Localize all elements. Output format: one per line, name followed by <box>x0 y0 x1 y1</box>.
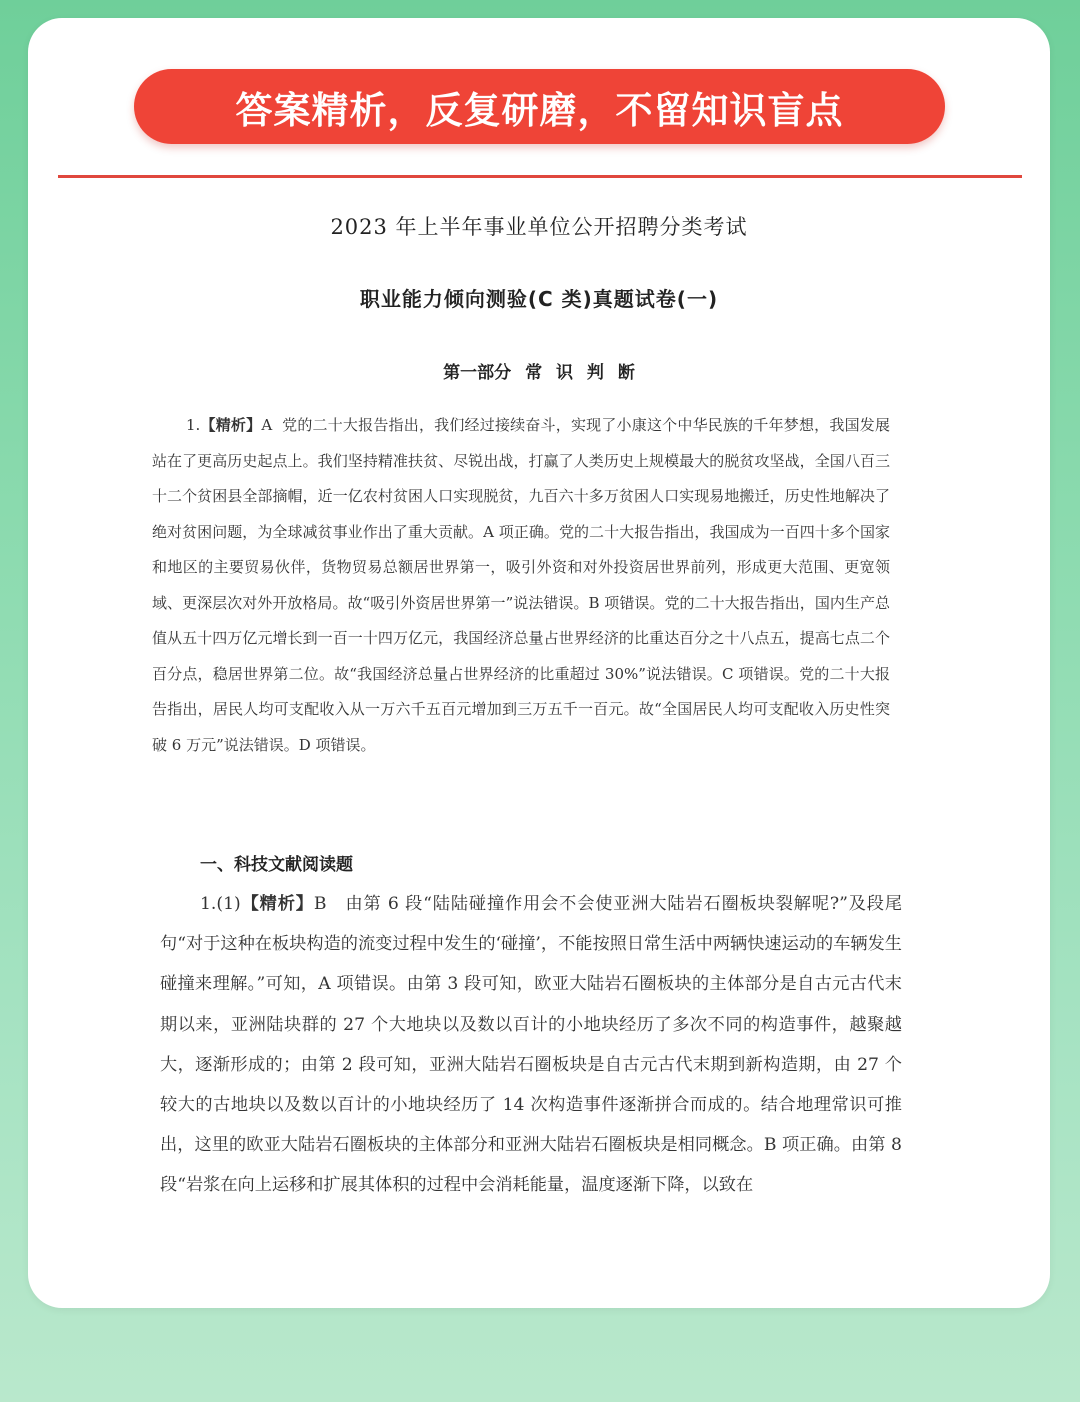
section-heading: 第一部分 常 识 判 断 <box>443 363 635 383</box>
document-card <box>28 18 1050 1308</box>
question-number: 1.(1) <box>200 894 241 914</box>
banner-text: 答案精析，反复研磨，不留知识盲点 <box>235 88 844 132</box>
question-number: 1. <box>186 416 201 434</box>
answer-body: 由第 6 段“陆陆碰撞作用会不会使亚洲大陆岩石圈板块裂解呢?”及段尾句“对于这种在板块构造的流变过程中发生的‘碰撞’，不能按照日常生活中两辆快速运动的车辆发生碰撞来理解。”可知，A 项错误。由第 3 段可知，欧亚大陆岩石圈板块的主体部分是自古元古代末期以来，亚洲陆块群的 27 个大地块以及数以百计的小地块经历了多次不同的构造事件，越聚越大，逐渐形成的；由第 2 段可知，亚洲大陆岩石圈板块是自古元古代末期到新构造期，由 27 个较大的古地块以及数以百计的小地块经历了 14 次构造事件逐渐拼合而成的。结合地理常识可推出，这里的欧亚大陆岩石圈板块的主体部分和亚洲大陆岩石圈板块是相同概念。B 项正确。由第 8 段“岩浆在向上运移和扩展其体积的过程中会消耗能量，温度逐渐下降，以致在 <box>160 894 903 1196</box>
answer-paragraph <box>160 884 902 1206</box>
document-title: 2023 年上半年事业单位公开招聘分类考试 <box>330 215 748 239</box>
answer-paragraph <box>152 408 890 763</box>
divider <box>58 175 1022 178</box>
answer-body: 党的二十大报告指出，我们经过接续奋斗，实现了小康这个中华民族的千年梦想，我国发展站在了更高历史起点上。我们坚持精准扶贫、尽锐出战，打赢了人类历史上规模最大的脱贫攻坚战，全国八百三十二个贫困县全部摘帽，近一亿农村贫困人口实现脱贫，九百六十多万贫困人口实现易地搬迁，历史性地解决了绝对贫困问题，为全球减贫事业作出了重大贡献。A 项正确。党的二十大报告指出，我国成为一百四十多个国家和地区的主要贸易伙伴，货物贸易总额居世界第一，吸引外资和对外投资居世界前列，形成更大范围、更宽领域、更深层次对外开放格局。故“吸引外资居世界第一”说法错误。B 项错误。党的二十大报告指出，国内生产总值从五十四万亿元增长到一百一十四万亿元，我国经济总量占世界经济的比重达百分之十八点五，提高七点二个百分点，稳居世界第二位。故“我国经济总量占世界经济的比重超过 30%”说法错误。C 项错误。党的二十大报告指出，居民人均可支配收入从一万六千五百元增加到三万五千一百元。故“全国居民人均可支配收入历史性突破 6 万元”说法错误。D 项错误。 <box>152 416 890 754</box>
subsection-heading: 一、科技文献阅读题 <box>200 855 353 875</box>
analysis-tag: 【精析】 <box>200 416 262 434</box>
promo-banner <box>134 69 945 144</box>
answer-letter: B <box>313 894 327 914</box>
answer-letter: A <box>261 416 273 434</box>
document-subtitle: 职业能力倾向测验(C 类)真题试卷(一) <box>359 287 719 311</box>
analysis-tag: 【精析】 <box>240 894 314 914</box>
